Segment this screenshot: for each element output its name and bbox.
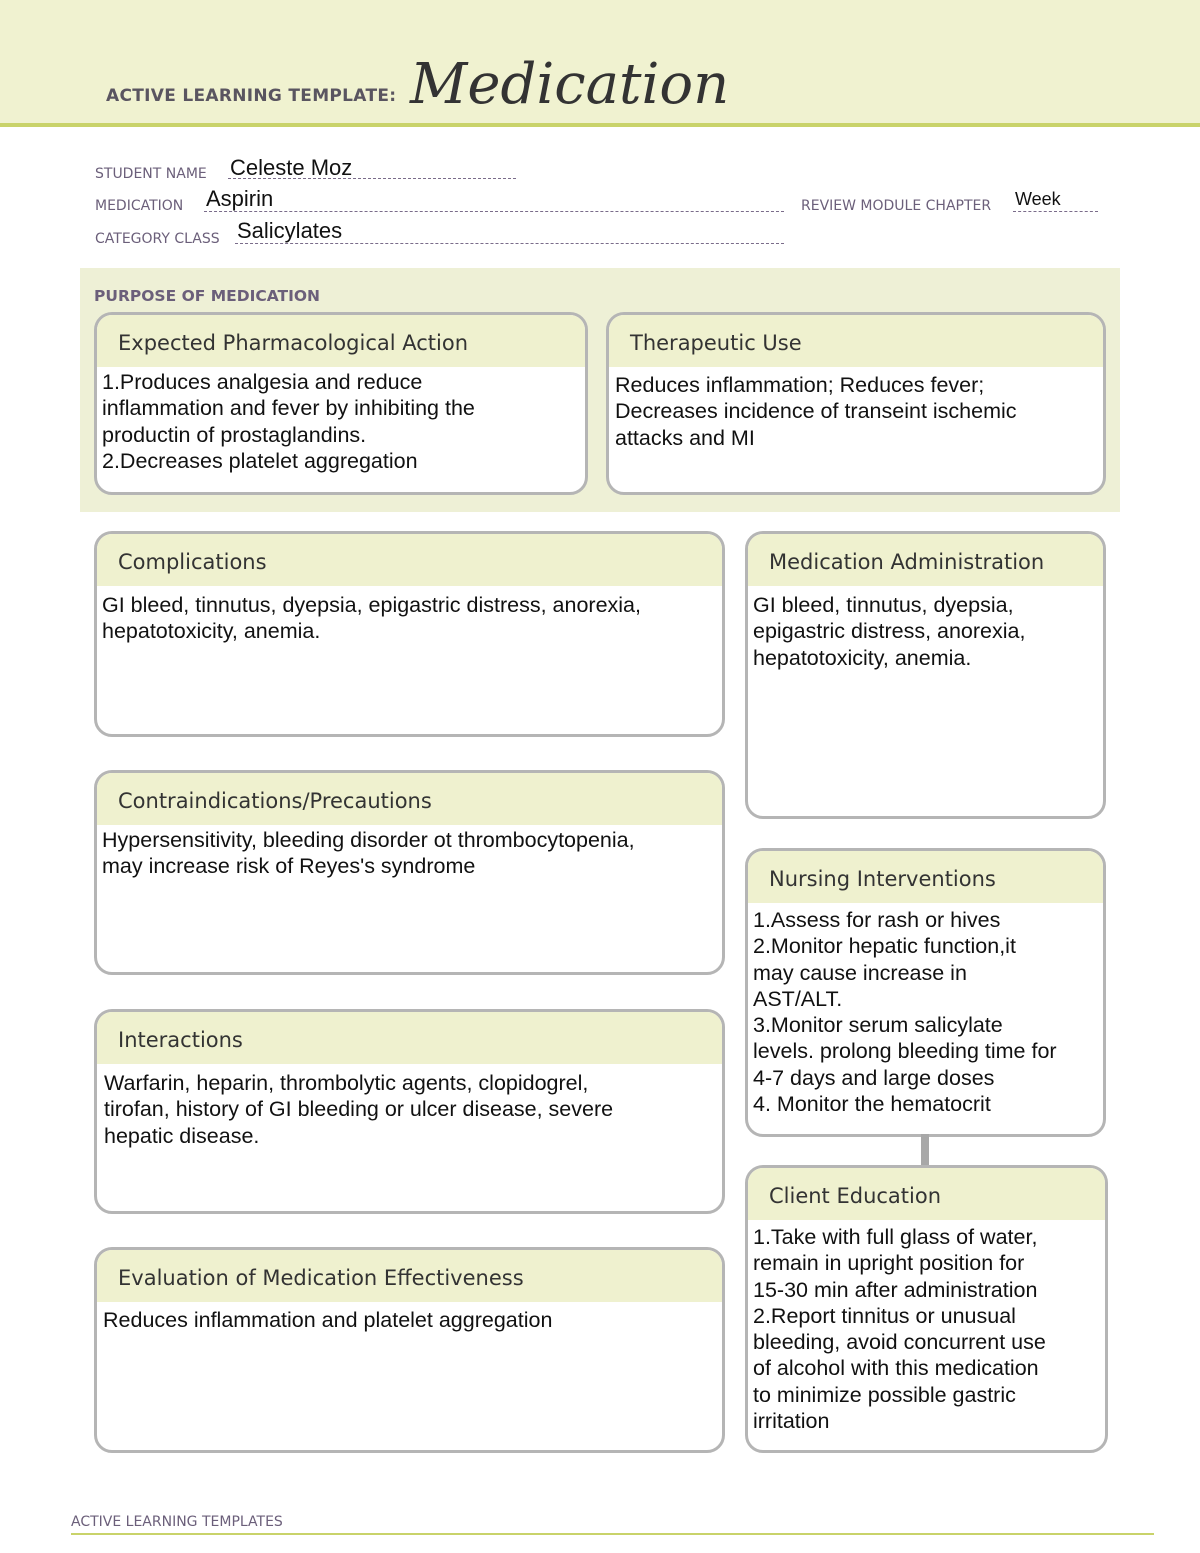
box-title: Complications	[97, 534, 722, 586]
therapeutic-use-box	[606, 312, 1106, 495]
review-module-underline	[1013, 211, 1098, 212]
student-name-label: STUDENT NAME	[95, 166, 207, 182]
student-name-field[interactable]: Celeste Moz	[230, 155, 353, 180]
box-body[interactable]: Reduces inflammation; Reduces fever; Decreases incidence of transeint ischemic attacks and MI	[615, 373, 1017, 450]
review-module-field[interactable]: Week	[1015, 189, 1061, 209]
medication-administration-box	[745, 531, 1106, 819]
complications-box	[94, 531, 725, 737]
evaluation-box	[94, 1247, 725, 1453]
footer-label: ACTIVE LEARNING TEMPLATES	[71, 1514, 283, 1530]
box-title: Interactions	[97, 1012, 722, 1064]
box-body[interactable]: GI bleed, tinnutus, dyepsia, epigastric distress, anorexia, hepatotoxicity, anemia.	[102, 593, 641, 644]
box-title: Nursing Interventions	[748, 851, 1103, 903]
footer-rule	[71, 1533, 1154, 1535]
box-title: Expected Pharmacological Action	[97, 315, 585, 367]
box-body[interactable]: 1.Take with full glass of water, remain in upright position for 15-30 min after administration 2.Report tinnitus or unusual bleeding, avoid concurrent use of alcohol with this medication to minimize possible gastric irritation	[753, 1225, 1046, 1434]
category-class-label: CATEGORY CLASS	[95, 231, 220, 247]
medication-field[interactable]: Aspirin	[206, 186, 274, 211]
connector-line	[921, 1134, 929, 1168]
contraindications-box	[94, 770, 725, 975]
box-body[interactable]: Warfarin, heparin, thrombolytic agents, clopidogrel, tirofan, history of GI bleeding or ulcer disease, severe hepatic disease.	[104, 1071, 614, 1148]
box-title: Evaluation of Medication Effectiveness	[97, 1250, 722, 1302]
student-name-underline	[228, 178, 516, 179]
box-body[interactable]: GI bleed, tinnutus, dyepsia, epigastric distress, anorexia, hepatotoxicity, anemia.	[753, 593, 1026, 670]
purpose-label: PURPOSE OF MEDICATION	[94, 287, 321, 305]
template-label: ACTIVE LEARNING TEMPLATE:	[106, 86, 397, 106]
expected-action-box	[94, 312, 588, 495]
box-title: Client Education	[748, 1168, 1105, 1220]
category-class-field[interactable]: Salicylates	[237, 218, 343, 243]
box-title: Therapeutic Use	[609, 315, 1103, 367]
medication-label: MEDICATION	[95, 198, 184, 214]
box-body[interactable]: 1.Assess for rash or hives 2.Monitor hepatic function,it may cause increase in AST/ALT. 3.Monitor serum salicylate levels. prolong bleeding time for 4-7 days and large doses 4. Monitor the hematocrit	[753, 908, 1057, 1117]
nursing-interventions-box	[745, 848, 1106, 1137]
medication-underline	[204, 211, 784, 212]
box-title: Contraindications/Precautions	[97, 773, 722, 825]
review-module-label: REVIEW MODULE CHAPTER	[801, 198, 992, 214]
box-title: Medication Administration	[748, 534, 1103, 586]
page-title: Medication	[410, 52, 730, 117]
box-body[interactable]: 1.Produces analgesia and reduce inflammation and fever by inhibiting the productin of prostaglandins. 2.Decreases platelet aggregation	[102, 370, 475, 473]
category-class-underline	[235, 243, 784, 244]
client-education-box	[745, 1165, 1108, 1453]
box-body[interactable]: Hypersensitivity, bleeding disorder ot thrombocytopenia, may increase risk of Reyes's syndrome	[102, 828, 635, 879]
interactions-box	[94, 1009, 725, 1214]
box-body[interactable]: Reduces inflammation and platelet aggregation	[103, 1308, 553, 1332]
